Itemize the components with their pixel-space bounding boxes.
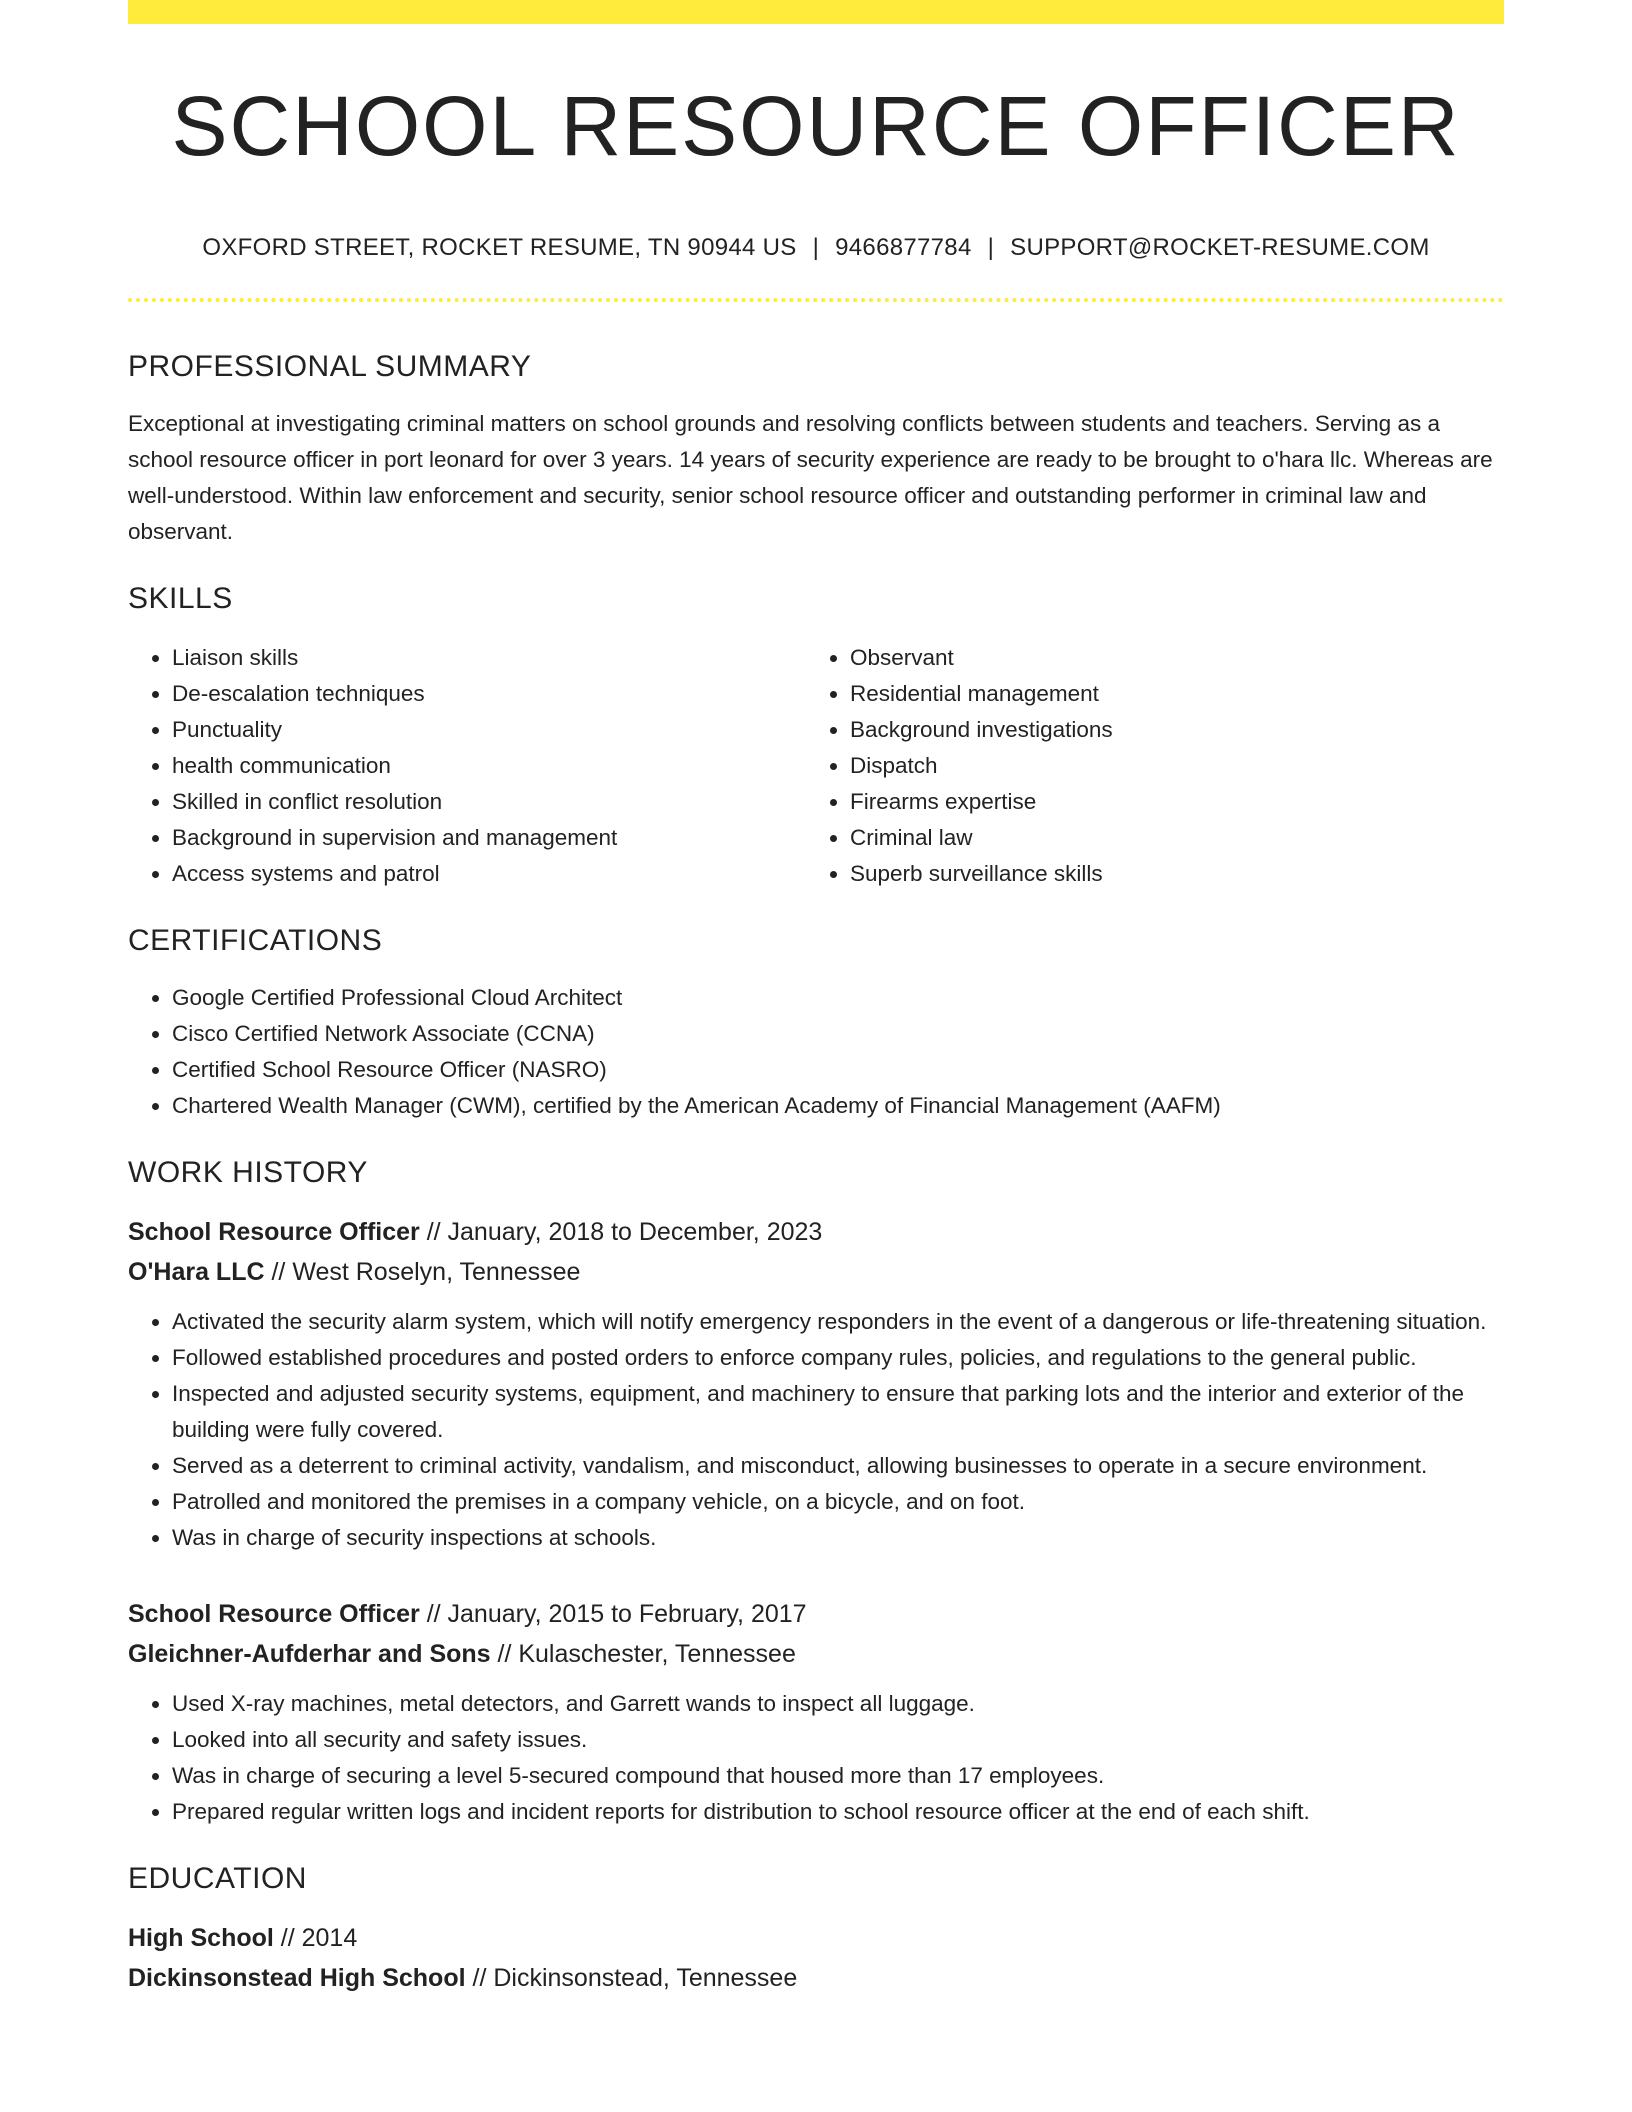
skill-item: • Firearms expertise [850,784,1504,820]
skills-grid [128,640,1504,892]
job-company-line [128,1252,1504,1292]
job-bullet: • Inspected and adjusted security systems, equipment, and machinery to ensure that parking lots and the interior and exterior of the building were fully covered. [172,1376,1504,1448]
section-title-summary: PROFESSIONAL SUMMARY [128,350,532,383]
job-bullet: • Was in charge of securing a level 5-secured compound that housed more than 17 employees. [172,1758,1504,1794]
section-title-skills: SKILLS [128,582,233,615]
job-role-line [128,1212,1504,1252]
job-entry [128,1212,1504,1556]
skill-item: • health communication [172,748,806,784]
skill-item: • Criminal law [850,820,1504,856]
job-bullet: • Followed established procedures and posted orders to enforce company rules, policies, and regulations to the general public. [172,1340,1504,1376]
job-location: // Kulaschester, Tennessee [490,1640,796,1668]
certifications-list [128,980,1504,1124]
job-role: School Resource Officer [128,1600,420,1628]
dotted-divider [128,298,1504,302]
job-company: Gleichner-Aufderhar and Sons [128,1640,491,1668]
skill-item: • Punctuality [172,712,806,748]
certification-item: • Google Certified Professional Cloud Architect [172,980,1504,1016]
job-role-line [128,1594,1504,1634]
job-role: School Resource Officer [128,1218,420,1246]
education-degree-line [128,1918,1504,1958]
job-entry [128,1594,1504,1830]
certification-item: • Chartered Wealth Manager (CWM), certified by the American Academy of Financial Management (AAFM) [172,1088,1504,1124]
skill-item: • Background investigations [850,712,1504,748]
job-bullet: • Prepared regular written logs and incident reports for distribution to school resource officer at the end of each shift. [172,1794,1504,1830]
summary-text: Exceptional at investigating criminal matters on school grounds and resolving conflicts between students and teachers. Serving as a school resource officer in port leonard for over 3 years. 14 years of security experience are ready to be brought to o'hara llc. Whereas are well-understood. Within law enforcement and security, senior school resource officer and outstanding performer in criminal law and observant. [128,411,1493,544]
contact-line [128,236,1504,260]
job-dates: // January, 2015 to February, 2017 [419,1600,807,1628]
section-title-work-history: WORK HISTORY [128,1156,368,1189]
resume-page [128,0,1504,1998]
certification-item: • Certified School Resource Officer (NASRO) [172,1052,1504,1088]
skill-item: • Background in supervision and management [172,820,806,856]
skill-item: • De-escalation techniques [172,676,806,712]
job-location: // West Roselyn, Tennessee [264,1258,581,1286]
job-bullet: • Activated the security alarm system, which will notify emergency responders in the event of a dangerous or life-threatening situation. [172,1304,1504,1340]
job-company-line [128,1634,1504,1674]
skill-item: • Observant [850,640,1504,676]
education-entry [128,1918,1504,1998]
education-year: // 2014 [273,1924,358,1952]
contact-separator: | [987,234,995,261]
job-bullets [128,1686,1504,1830]
job-bullets [128,1304,1504,1556]
section-title-certifications: CERTIFICATIONS [128,924,383,957]
job-bullet: • Looked into all security and safety issues. [172,1722,1504,1758]
skills-list-left [128,640,806,892]
contact-phone: 9466877784 [835,234,972,261]
job-dates: // January, 2018 to December, 2023 [419,1218,823,1246]
education-school: Dickinsonstead High School [128,1964,466,1992]
job-bullet: • Served as a deterrent to criminal activity, vandalism, and misconduct, allowing businesses to operate in a secure environment. [172,1448,1504,1484]
education-school-line [128,1958,1504,1998]
contact-address: OXFORD STREET, ROCKET RESUME, TN 90944 US [202,234,797,261]
accent-top-bar [128,0,1504,24]
contact-separator: | [812,234,820,261]
certification-item: • Cisco Certified Network Associate (CCNA) [172,1016,1504,1052]
skill-item: • Liaison skills [172,640,806,676]
section-title-education: EDUCATION [128,1862,307,1895]
skill-item: • Residential management [850,676,1504,712]
skill-item: • Access systems and patrol [172,856,806,892]
job-company: O'Hara LLC [128,1258,265,1286]
skill-item: • Skilled in conflict resolution [172,784,806,820]
resume-title: SCHOOL RESOURCE OFFICER [171,79,1461,173]
skill-item: • Superb surveillance skills [850,856,1504,892]
skills-list-right [806,640,1504,892]
education-location: // Dickinsonstead, Tennessee [465,1964,798,1992]
job-bullet: • Patrolled and monitored the premises in a company vehicle, on a bicycle, and on foot. [172,1484,1504,1520]
skill-item: • Dispatch [850,748,1504,784]
education-degree: High School [128,1924,274,1952]
job-bullet: • Used X-ray machines, metal detectors, and Garrett wands to inspect all luggage. [172,1686,1504,1722]
job-bullet: • Was in charge of security inspections at schools. [172,1520,1504,1556]
contact-email: SUPPORT@ROCKET-RESUME.COM [1010,234,1430,261]
